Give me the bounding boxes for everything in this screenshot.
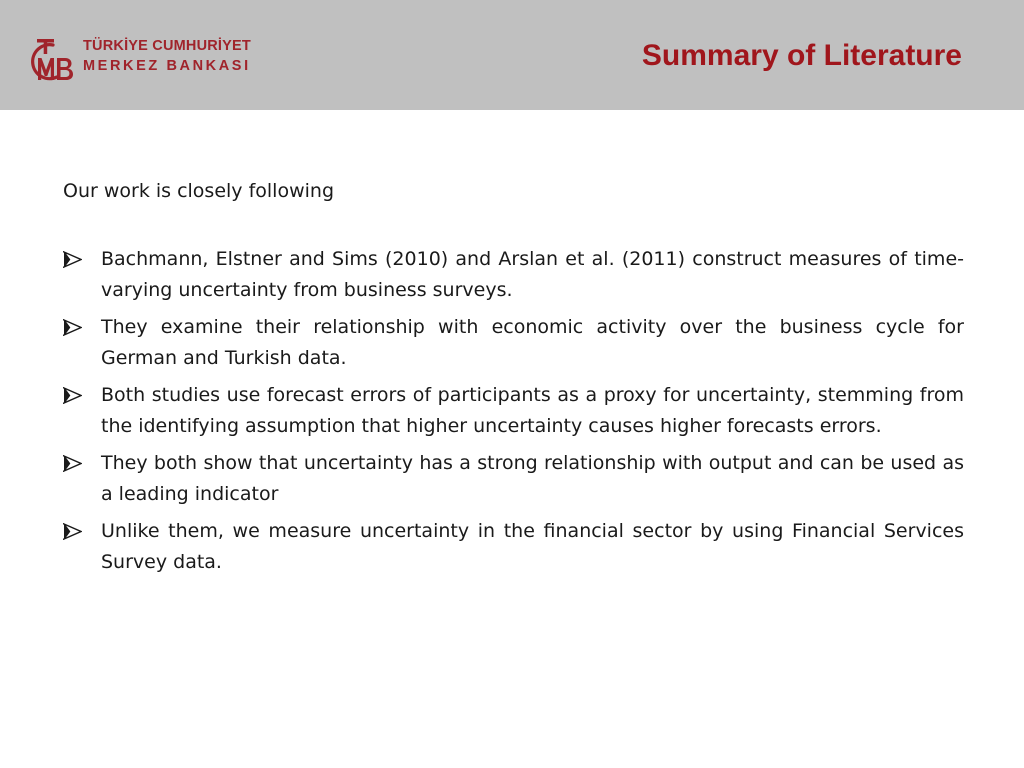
bullet-text: Both studies use forecast errors of participants as a proxy for uncertainty, stemming from the identifying assumption that higher uncertainty causes higher forecasts errors. xyxy=(101,384,964,437)
header-bar xyxy=(0,0,1024,110)
arrow-bullet-icon xyxy=(63,251,82,268)
slide-title: Summary of Literature xyxy=(641,39,962,72)
tcmb-monogram-icon xyxy=(26,36,76,84)
bullet-list xyxy=(63,244,964,578)
list-item xyxy=(63,312,964,374)
arrow-bullet-icon xyxy=(63,387,82,404)
logo-text xyxy=(83,39,251,73)
logo-line-1: TÜRKİYE CUMHURİYET xyxy=(83,38,251,54)
intro-text: Our work is closely following xyxy=(63,180,335,202)
arrow-bullet-icon xyxy=(63,523,82,540)
bullet-text: They both show that uncertainty has a strong relationship with output and can be used as a leading indicator xyxy=(101,452,964,505)
list-item xyxy=(63,380,964,442)
list-item xyxy=(63,244,964,306)
logo-line-2: MERKEZ BANKASI xyxy=(83,57,251,74)
arrow-bullet-icon xyxy=(63,455,82,472)
arrow-bullet-icon xyxy=(63,319,82,336)
bullet-text: Unlike them, we measure uncertainty in the financial sector by using Financial Services Survey data. xyxy=(101,520,964,573)
slide-body xyxy=(63,174,964,584)
bullet-text: Bachmann, Elstner and Sims (2010) and Arslan et al. (2011) construct measures of time-varying uncertainty from business surveys. xyxy=(101,248,964,301)
central-bank-logo xyxy=(26,36,251,84)
list-item xyxy=(63,516,964,578)
list-item xyxy=(63,448,964,510)
bullet-text: They examine their relationship with economic activity over the business cycle for German and Turkish data. xyxy=(101,316,964,369)
